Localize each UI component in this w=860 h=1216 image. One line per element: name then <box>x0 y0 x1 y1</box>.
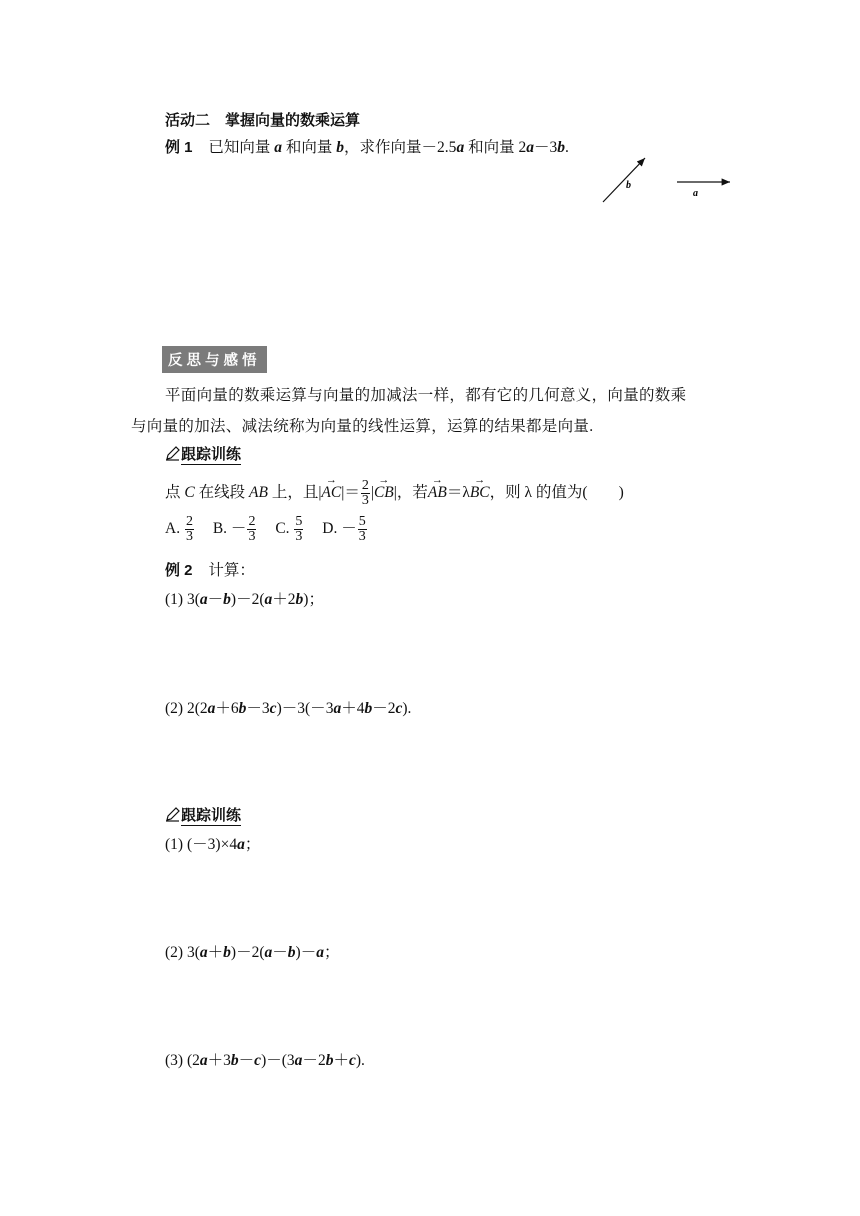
track1-q-mid1: 在线段 <box>198 484 246 502</box>
track2-item1: (1) (－3)×4a； <box>165 836 261 853</box>
option-a[interactable] <box>165 514 199 544</box>
option-b[interactable] <box>212 514 261 544</box>
example2-item2: (2) 2(2a＋6b－3c)－3(－3a＋4b－2c). <box>165 700 412 717</box>
example2-text: 计算： <box>208 562 255 579</box>
track1-question <box>165 479 624 508</box>
track1-title: 跟踪训练 <box>181 446 242 463</box>
option-c[interactable] <box>275 514 308 544</box>
example1-label: 例 1 <box>165 139 193 156</box>
example2-line <box>165 558 255 580</box>
example1-text-end: . <box>564 139 569 156</box>
option-d-label: D. <box>322 520 338 538</box>
track2-item3: (3) (2a＋3b－c)－(3a－2b＋c). <box>165 1052 365 1069</box>
option-b-sign: － <box>230 520 247 538</box>
track1-q-mid3: |，若 <box>393 484 428 502</box>
vector-a-label: a <box>693 188 698 199</box>
track1-q-eq2: ＝λ <box>446 484 470 502</box>
pencil-icon <box>165 807 180 826</box>
vector-b-arrow <box>603 158 645 202</box>
example1-line <box>165 135 569 157</box>
example2-item1: (1) 3(a－b)－2(a＋2b)； <box>165 591 324 608</box>
reflection-line2: 与向量的加法、减法统称为向量的线性运算，运算的结果都是向量. <box>131 418 594 435</box>
example1-vec-a-2: a <box>456 139 465 156</box>
option-a-num: 2 <box>185 514 193 529</box>
option-b-label: B. <box>212 520 228 538</box>
example1-vec-a: a <box>274 139 283 156</box>
track1-q-AB: AB <box>249 484 268 502</box>
example1-text-and: 和向量 <box>285 139 333 156</box>
option-c-den: 3 <box>295 529 303 544</box>
track1-q-bar: | <box>370 484 374 502</box>
track1-fraction <box>361 479 370 508</box>
vector-b-label: b <box>626 180 631 191</box>
track2-item2: (2) 3(a＋b)－2(a－b)－a； <box>165 944 340 961</box>
reflection-paragraph <box>131 380 731 442</box>
track1-header <box>165 443 241 465</box>
option-b-num: 2 <box>248 514 256 529</box>
option-a-den: 3 <box>185 529 193 544</box>
activity-title: 活动二 掌握向量的数乘运算 <box>165 112 361 129</box>
track1-q-C: C <box>184 484 195 502</box>
example1-vec-a-3: a <box>526 139 534 156</box>
option-d-num: 5 <box>358 514 366 529</box>
track1-q-end: ，则 λ 的值为( ) <box>489 484 624 502</box>
track1-q-pre: 点 <box>165 484 181 502</box>
example1-text-before: 已知向量 <box>208 139 271 156</box>
option-b-den: 3 <box>248 529 256 544</box>
track1-vec-CB: → CB <box>374 484 394 502</box>
pencil-icon <box>165 446 180 465</box>
example1-vec-b-2: b <box>557 139 565 156</box>
example1-vec-b: b <box>336 139 345 156</box>
example2-label: 例 2 <box>165 562 193 579</box>
option-d-sign: － <box>341 520 357 538</box>
track1-frac-num: 2 <box>361 478 369 493</box>
vector-figure <box>595 152 740 207</box>
option-a-label: A. <box>165 520 181 538</box>
track1-vec-AC: → AC <box>321 484 341 502</box>
option-c-num: 5 <box>295 514 303 529</box>
track1-q-eq: |＝ <box>341 484 360 502</box>
reflection-line1: 平面向量的数乘运算与向量的加减法一样，都有它的几何意义，向量的数乘 <box>165 387 687 404</box>
reflection-banner: 反思与感悟 <box>162 346 267 373</box>
example1-text-and2: 和向量 2 <box>468 139 527 156</box>
track2-title: 跟踪训练 <box>181 807 242 824</box>
track1-q-mid2: 上，且| <box>271 484 322 502</box>
track1-frac-den: 3 <box>361 493 369 508</box>
example1-text-minus: －3 <box>533 139 558 156</box>
example1-text-task: ，求作向量－2.5 <box>344 139 457 156</box>
option-d-den: 3 <box>358 529 366 544</box>
track2-header <box>165 804 241 826</box>
option-d[interactable] <box>322 514 367 544</box>
option-c-label: C. <box>275 520 290 538</box>
track1-vec-AB: → AB <box>428 484 447 502</box>
track1-vec-BC: → BC <box>470 484 490 502</box>
track1-options <box>165 515 368 544</box>
